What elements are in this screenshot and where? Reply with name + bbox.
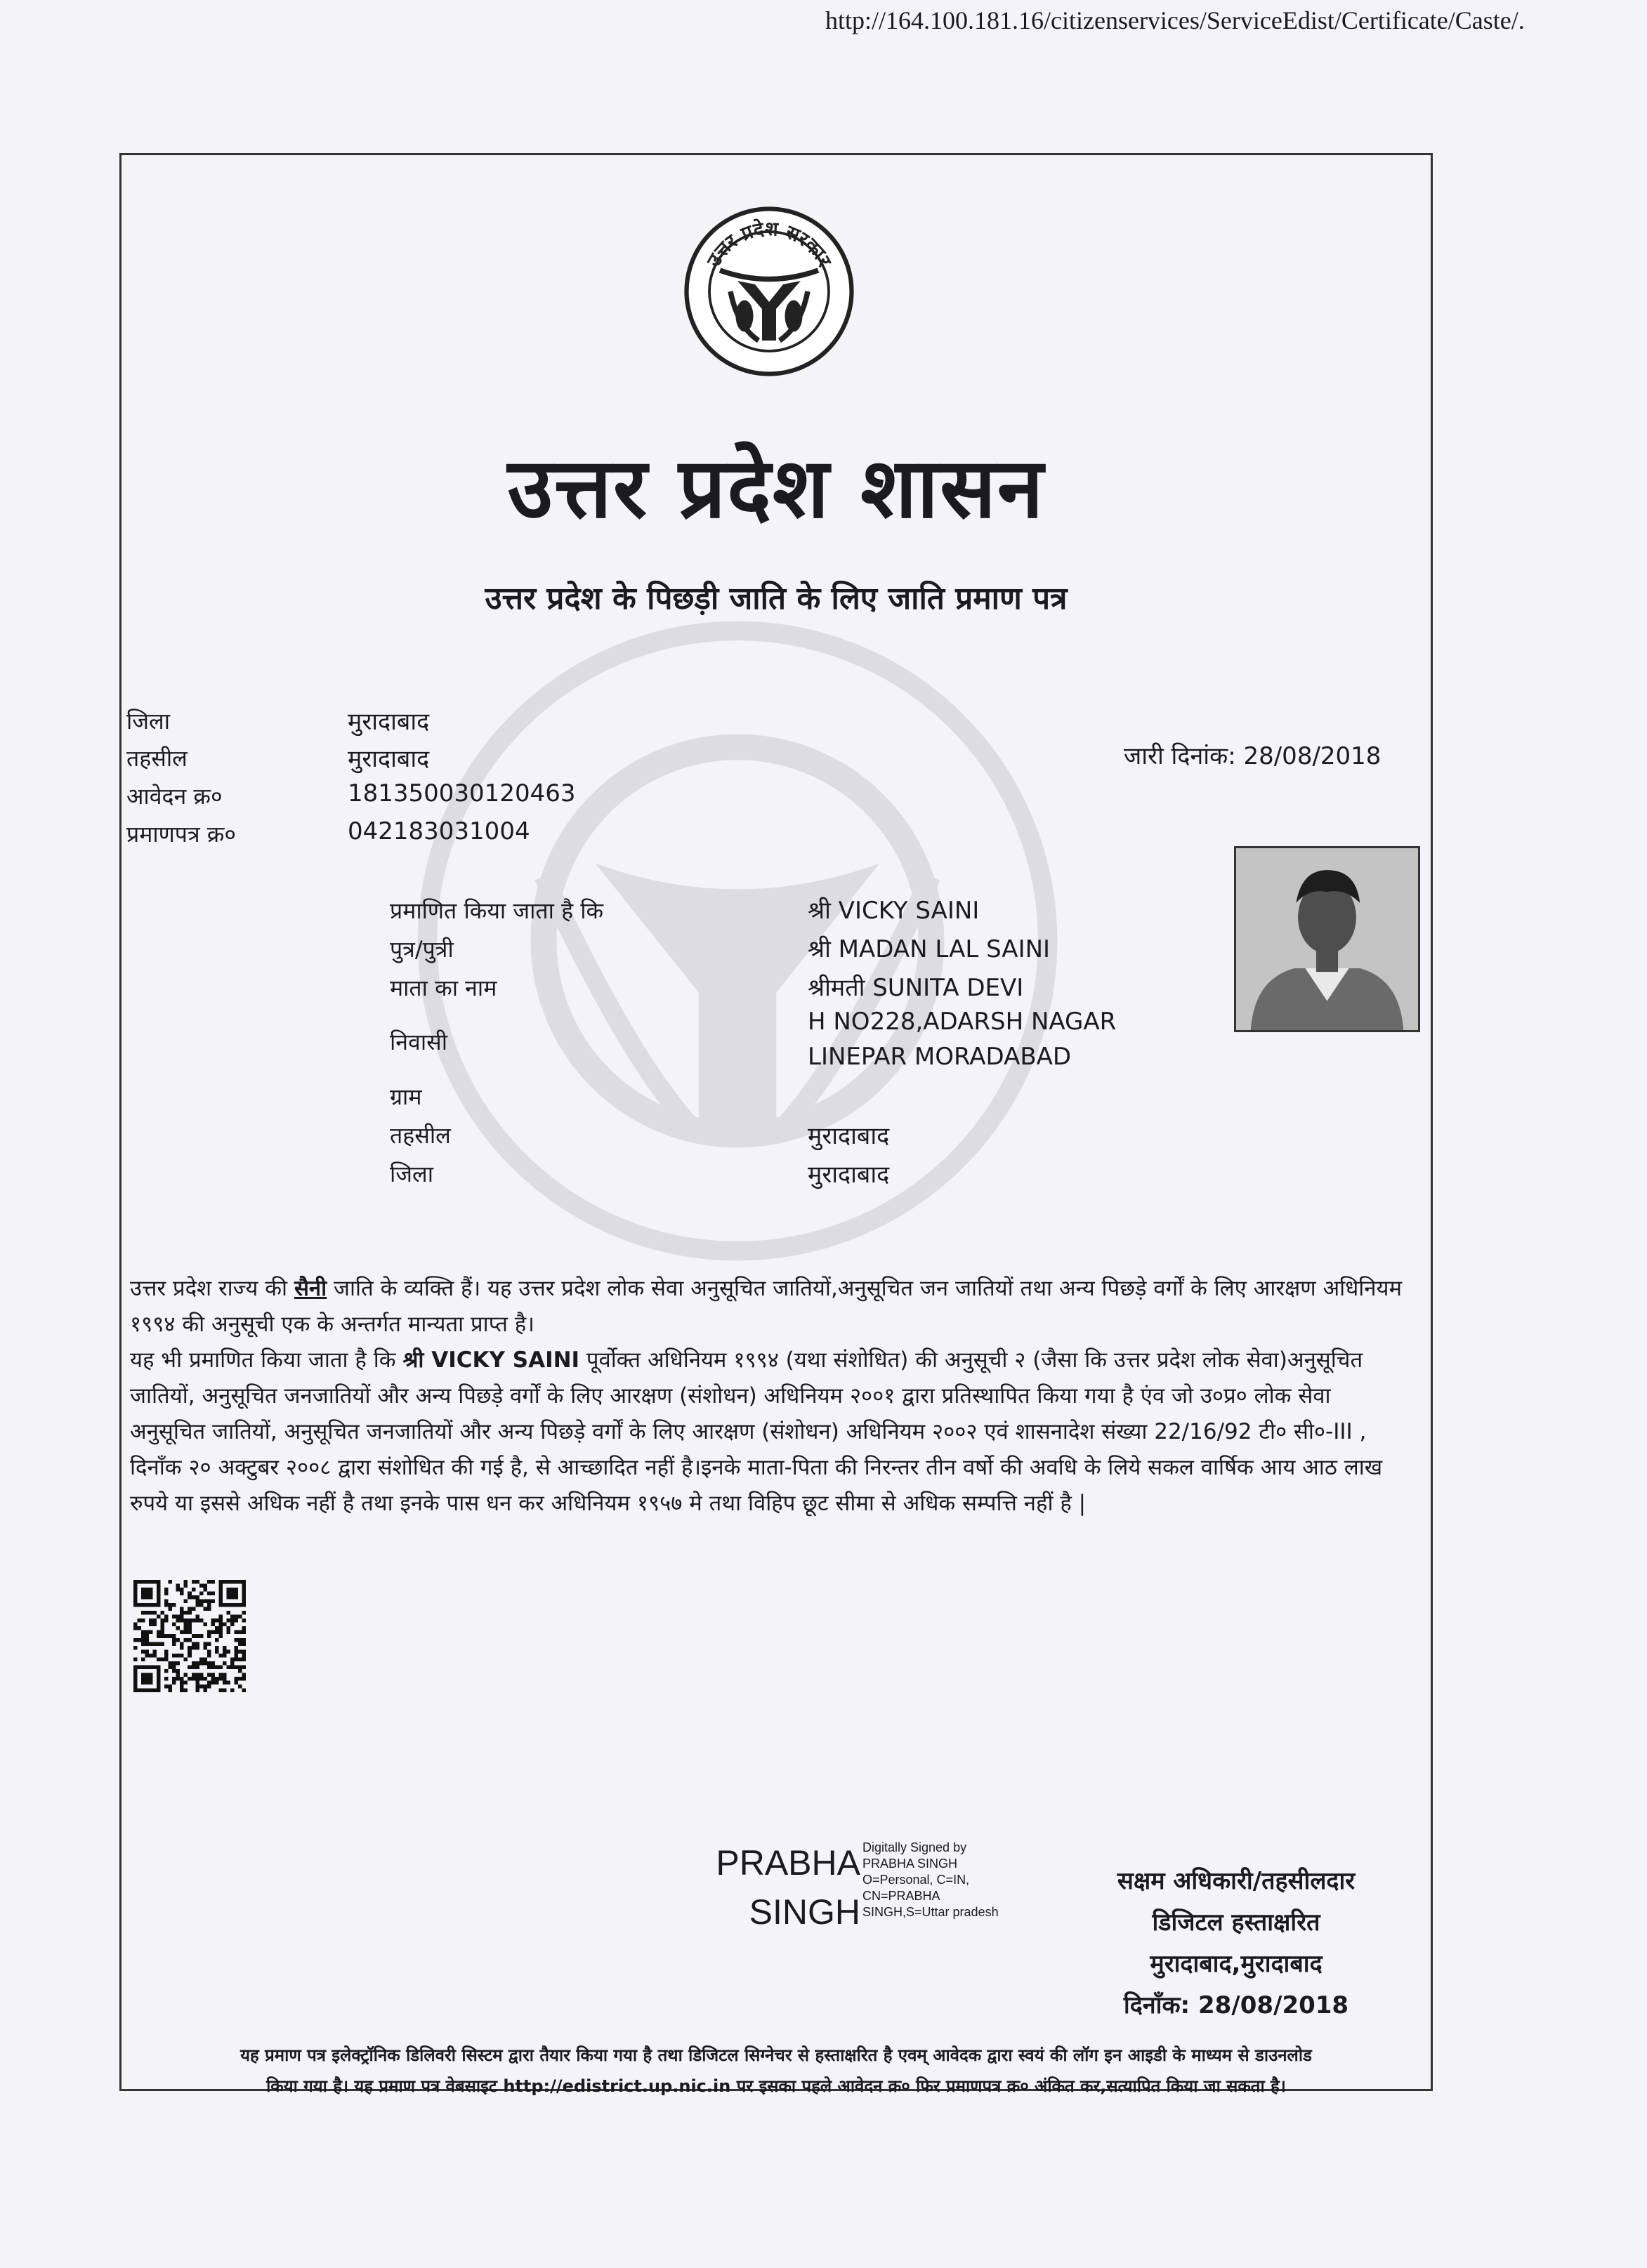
signature-detail-line: PRABHA SINGH (862, 1857, 958, 1871)
signature-date: दिनाँक: 28/08/2018 (1123, 1991, 1349, 2019)
signature-detail-line: CN=PRABHA (862, 1889, 940, 1903)
person-tehsil-value: मुरादाबाद (808, 1122, 890, 1150)
paragraph-text: उत्तर प्रदेश राज्य की (130, 1276, 294, 1301)
paragraph-text: यह भी प्रमाणित किया जाता है कि (130, 1347, 403, 1373)
certification-paragraph (130, 1343, 1408, 1522)
mother-name-label: माता का नाम (390, 975, 497, 1001)
tehsil-value: मुरादाबाद (348, 745, 430, 773)
caste-statement-paragraph (130, 1271, 1408, 1343)
application-label: आवेदन क्र० (126, 783, 223, 810)
certificate-number: 042183031004 (348, 817, 530, 845)
person-tehsil-label: तहसील (390, 1122, 451, 1149)
signer-name (699, 1838, 860, 1937)
mother-name: श्रीमती SUNITA DEVI (808, 974, 1024, 1002)
footer-line: यह प्रमाण पत्र इलेक्ट्रॉनिक डिलिवरी सिस्टम द्वारा तैयार किया गया है तथा डिजिटल सिग्नेचर से हस्ताक्षरित है एवम् आवेदक द्वारा स्वयं की लॉग इन आइडी के माध्यम से डाउनलोड (240, 2045, 1312, 2065)
address-line-2: LINEPAR MORADABAD (808, 1043, 1072, 1071)
digitally-signed-label: डिजिटल हस्ताक्षरित (1152, 1908, 1320, 1937)
village-label: ग्राम (390, 1083, 422, 1110)
government-title: उत्तर प्रदेश शासन (507, 439, 1045, 536)
certified-label: प्रमाणित किया जाता है कि (390, 897, 604, 924)
person-district-value: मुरादाबाद (808, 1161, 890, 1189)
paragraph-text: जाति के व्यक्ति हैं। यह उत्तर प्रदेश लोक सेवा अनुसूचित जातियों,अनुसूचित जन जातियों तथा अन्य पिछड़े वर्गों के लिए आरक्षण अधिनियम १९९४ की अनुसूची एक के अन्तर्गत मान्यता प्राप्त है। (130, 1276, 1403, 1337)
father-name: श्री MADAN LAL SAINI (808, 935, 1051, 963)
certificate-title: उत्तर प्रदेश के पिछड़ी जाति के लिए जाति प्रमाण पत्र (485, 581, 1068, 617)
issue-date: जारी दिनांक: 28/08/2018 (1124, 742, 1382, 770)
district-value: मुरादाबाद (348, 708, 430, 736)
child-of-label: पुत्र/पुत्री (390, 936, 454, 963)
person-photo-icon (1236, 848, 1418, 1030)
officer-place: मुरादाबाद,मुरादाबाद (1150, 1950, 1323, 1978)
officer-block (1054, 1861, 1419, 2026)
residence-label: निवासी (390, 1029, 448, 1055)
paragraph-text: पूर्वोक्त अधिनियम १९९४ (यथा संशोधित) की अनुसूची २ (जैसा कि उत्तर प्रदेश लोक सेवा)अनुसूचित जातियों, अनुसूचित जनजातियों और अन्य पिछड़े वर्गों के लिए आरक्षण (संशोधन) अधिनियम २००१ द्वारा प्रतिस्थापित किया गया है एंव जो उ०प्र० लोक सेवा अनुसूचित जातियों, अनुसूचित जनजातियों और अन्य पिछड़े वर्गों के लिए आरक्षण (संशोधन) अधिनियम २००२ एवं शासनादेश संख्या 22/16/92 टी० सी०-III , दिनाँक २० अक्टुबर २००८ द्वारा संशोधित की गई है, से आच्छादित नहीं है।इनके माता-पिता की निरन्तर तीन वर्षो की अवधि के लिये सकल वार्षिक आय आठ लाख रुपये या इससे अधिक नहीं है तथा इनके पास धन कर अधिनियम १९५७ मे तथा विहिप छूट सीमा से अधिक सम्पत्ति नहीं है | (130, 1347, 1383, 1516)
certificate-number-label: प्रमाणपत्र क्र० (126, 821, 236, 848)
address-line-1: H NO228,ADARSH NAGAR (808, 1008, 1117, 1036)
signer-name-line: SINGH (749, 1892, 860, 1932)
application-number: 181350030120463 (348, 779, 576, 807)
signature-detail-line: SINGH,S=Uttar pradesh (862, 1905, 999, 1919)
applicant-photo (1234, 846, 1420, 1032)
signature-detail-line: O=Personal, C=IN, (862, 1873, 970, 1887)
person-name: श्री VICKY SAINI (808, 897, 980, 925)
person-district-label: जिला (390, 1161, 434, 1187)
up-govt-emblem-icon (681, 204, 857, 379)
qr-code-icon (133, 1580, 246, 1692)
signer-name-line: PRABHA (716, 1843, 860, 1883)
tehsil-label: तहसील (126, 745, 188, 772)
officer-title: सक्षम अधिकारी/तहसीलदार (1117, 1867, 1356, 1895)
digital-signature-details (862, 1840, 1073, 1920)
header-url: http://164.100.181.16/citizenservices/ServiceEdist/Certificate/Caste/. (825, 6, 1525, 34)
footer-line: किया गया है। यह प्रमाण पत्र वेबसाइट http://edistrict.up.nic.in पर इसका पहले आवेदन क्र० फिर प्रमाणपत्र क्र० अंकित कर,सत्यापित किया जा सकता है। (266, 2076, 1286, 2096)
signature-detail-line: Digitally Signed by (862, 1840, 967, 1854)
emblem-text: उत्तर प्रदेश सरकार (702, 217, 836, 271)
caste-name: सैनी (294, 1276, 327, 1301)
verification-footer (126, 2040, 1426, 2102)
district-label: जिला (126, 708, 171, 734)
certified-person-name: श्री VICKY SAINI (402, 1347, 580, 1373)
